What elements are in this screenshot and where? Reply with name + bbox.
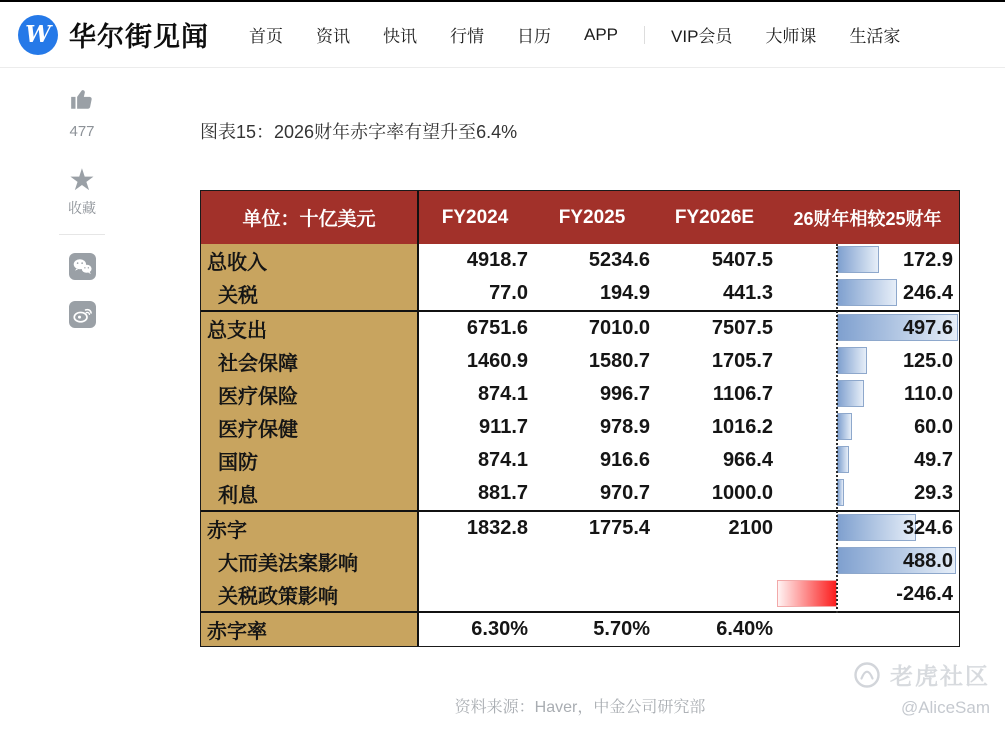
nav-item-生活家[interactable]: 生活家 — [849, 27, 901, 46]
wallstreetcn-logo-icon[interactable]: W — [18, 15, 58, 55]
header-unit: 单位：十亿美元 — [201, 191, 419, 244]
row-label: 赤字率 — [201, 613, 419, 646]
nav-item-资讯[interactable]: 资讯 — [316, 27, 350, 46]
figure-table — [200, 190, 960, 647]
favorite-button[interactable] — [58, 166, 106, 196]
nav-divider — [644, 26, 645, 44]
cell-c1: 1460.9 — [466, 350, 528, 372]
star-icon: ★ — [68, 164, 96, 197]
figure-title: 图表15：2026财年赤字率有望升至6.4% — [200, 122, 518, 142]
watermark-handle: @AliceSam — [900, 698, 990, 717]
row-label: 总收入 — [201, 244, 419, 277]
table-row — [201, 578, 959, 611]
row-label: 大而美法案影响 — [201, 545, 419, 578]
table-row — [201, 477, 959, 510]
watermark — [853, 658, 990, 718]
cell-c2: 916.6 — [599, 449, 650, 471]
table-row — [201, 444, 959, 477]
row-label: 关税 — [201, 277, 419, 310]
wechat-share-button[interactable] — [58, 253, 106, 285]
table-row — [201, 545, 959, 578]
top-navigation-bar — [0, 2, 1005, 68]
table-row — [201, 613, 959, 646]
nav-item-行情[interactable]: 行情 — [450, 27, 484, 46]
cell-chg: 60.0 — [914, 416, 953, 438]
data-source-note: 资料来源：Haver，中金公司研究部 — [454, 699, 706, 716]
nav-item-快讯[interactable]: 快讯 — [383, 27, 417, 46]
table-row — [201, 277, 959, 310]
cell-c1: 77.0 — [489, 282, 528, 304]
cell-c3: 1705.7 — [711, 350, 773, 372]
table-row — [201, 244, 959, 277]
cell-chg: -246.4 — [896, 583, 953, 605]
cell-c1: 881.7 — [477, 482, 528, 504]
cell-chg: 29.3 — [914, 482, 953, 504]
nav-item-大师课[interactable]: 大师课 — [765, 27, 817, 46]
nav-item-首页[interactable]: 首页 — [249, 27, 283, 46]
rail-divider — [59, 234, 105, 235]
cell-c2: 978.9 — [599, 416, 650, 438]
cell-c3: 2100 — [728, 517, 773, 539]
cell-c3: 1016.2 — [711, 416, 773, 438]
cell-c3: 5407.5 — [711, 249, 773, 271]
row-label: 社会保障 — [201, 345, 419, 378]
like-button[interactable] — [58, 86, 106, 117]
tiger-community-icon — [853, 661, 881, 689]
table-row — [201, 345, 959, 378]
row-label: 赤字 — [201, 512, 419, 545]
nav-item-vip会员[interactable]: VIP会员 — [671, 27, 733, 46]
cell-c3: 441.3 — [722, 282, 773, 304]
cell-c1: 6751.6 — [466, 317, 528, 339]
header-fy2025: FY2025 — [558, 206, 626, 228]
cell-c2: 7010.0 — [588, 317, 650, 339]
table-row — [201, 411, 959, 444]
table-header-row — [201, 191, 959, 244]
cell-c1: 874.1 — [477, 383, 528, 405]
cell-c2: 194.9 — [599, 282, 650, 304]
cell-c2: 970.7 — [599, 482, 650, 504]
cell-chg: 497.6 — [902, 317, 953, 339]
cell-c3: 7507.5 — [711, 317, 773, 339]
cell-c1: 4918.7 — [466, 249, 528, 271]
weibo-icon — [69, 301, 96, 328]
row-label: 医疗保险 — [201, 378, 419, 411]
cell-c3: 6.40% — [716, 618, 773, 640]
cell-c2: 996.7 — [599, 383, 650, 405]
weibo-share-button[interactable] — [58, 301, 106, 333]
cell-chg: 110.0 — [904, 383, 953, 405]
watermark-community-name: 老虎社区 — [890, 663, 990, 689]
cell-c3: 966.4 — [722, 449, 773, 471]
cell-c3: 1106.7 — [712, 383, 773, 405]
cell-c1: 6.30% — [471, 618, 528, 640]
row-label: 总支出 — [201, 312, 419, 345]
cell-c2: 1580.7 — [588, 350, 650, 372]
row-label: 医疗保健 — [201, 411, 419, 444]
row-label: 关税政策影响 — [201, 578, 419, 611]
nav-item-app[interactable]: APP — [584, 24, 619, 44]
cell-chg: 324.6 — [902, 517, 953, 539]
article-action-rail — [58, 86, 106, 349]
favorite-label: 收藏 — [68, 200, 96, 216]
nav-item-日历[interactable]: 日历 — [517, 27, 551, 46]
cell-chg: 49.7 — [914, 449, 953, 471]
header-fy2026e: FY2026E — [674, 206, 755, 228]
thumbs-up-icon — [69, 86, 95, 112]
header-change-column: 26财年相较25财年 — [793, 208, 942, 229]
cell-chg: 172.9 — [902, 249, 953, 271]
wechat-icon — [69, 253, 96, 280]
cell-chg: 246.4 — [902, 282, 953, 304]
cell-chg: 488.0 — [902, 550, 953, 572]
main-nav — [249, 22, 933, 47]
header-fy2024: FY2024 — [441, 206, 509, 228]
cell-c2: 5234.6 — [588, 249, 650, 271]
cell-c1: 1832.8 — [466, 517, 528, 539]
brand-title[interactable]: 华尔街见闻 — [69, 22, 209, 53]
table-row — [201, 378, 959, 411]
table-row — [201, 312, 959, 345]
table-row — [201, 512, 959, 545]
cell-c1: 874.1 — [477, 449, 528, 471]
cell-c2: 5.70% — [593, 618, 650, 640]
bar-zero-axis — [836, 244, 838, 613]
like-count: 477 — [69, 123, 95, 140]
row-label: 利息 — [201, 477, 419, 510]
cell-chg: 125.0 — [902, 350, 953, 372]
cell-c1: 911.7 — [479, 416, 528, 438]
row-label: 国防 — [201, 444, 419, 477]
cell-c2: 1775.4 — [588, 517, 650, 539]
cell-c3: 1000.0 — [711, 482, 773, 504]
